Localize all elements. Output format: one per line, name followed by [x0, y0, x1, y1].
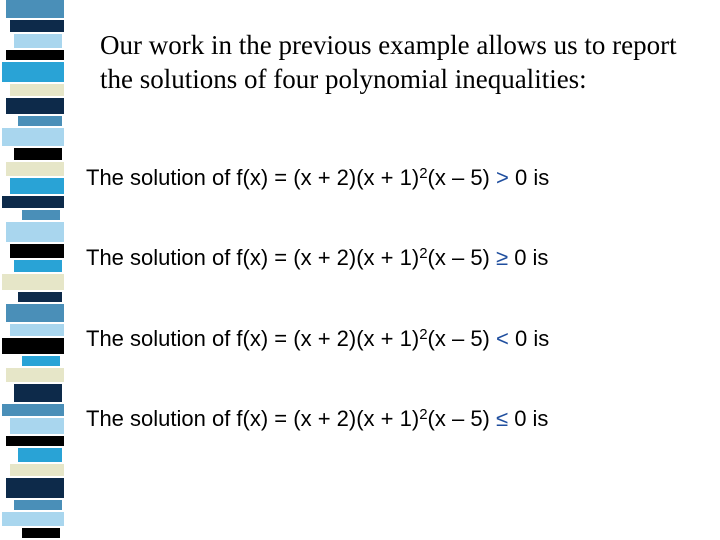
- stripe-block: [6, 98, 64, 114]
- stripe-block: [6, 436, 64, 446]
- stripe-block: [2, 404, 64, 416]
- stripe-block: [22, 356, 60, 366]
- stripe-block: [6, 304, 64, 322]
- inequality-text-prefix: The solution of f(x) = (x + 2)(x + 1): [86, 406, 420, 431]
- inequality-text-suffix: 0 is: [508, 245, 549, 270]
- stripe-block: [14, 384, 62, 402]
- inequality-text-factor: (x – 5): [427, 165, 496, 190]
- inequality-text-suffix: 0 is: [508, 165, 550, 190]
- stripe-block: [10, 324, 64, 336]
- inequality-line-2: [86, 244, 706, 272]
- exponent: 2: [419, 326, 428, 343]
- stripe-block: [18, 448, 62, 462]
- stripe-block: [14, 148, 62, 160]
- stripe-block: [18, 116, 62, 126]
- inequality-line-3: [86, 325, 706, 353]
- inequality-text-factor: (x – 5): [427, 406, 496, 431]
- stripe-block: [10, 418, 64, 434]
- stripe-block: [10, 464, 64, 476]
- stripe-block: [2, 62, 64, 82]
- inequality-line-1: [86, 164, 706, 192]
- stripe-block: [18, 292, 62, 302]
- stripe-block: [6, 50, 64, 60]
- exponent: 2: [419, 245, 428, 262]
- stripe-block: [22, 210, 60, 220]
- stripe-block: [14, 500, 62, 510]
- decorative-stripe: [0, 0, 68, 540]
- stripe-block: [2, 274, 64, 290]
- stripe-block: [2, 512, 64, 526]
- stripe-block: [6, 368, 64, 382]
- slide-title: Our work in the previous example allows us to report the solutions of four polynomial inequalities:: [100, 30, 677, 94]
- inequality-text-prefix: The solution of f(x) = (x + 2)(x + 1): [86, 165, 420, 190]
- stripe-block: [6, 222, 64, 242]
- stripe-block: [10, 84, 64, 96]
- stripe-block: [14, 34, 62, 48]
- inequality-text-factor: (x – 5): [427, 245, 496, 270]
- stripe-block: [2, 128, 64, 146]
- inequality-text-factor: (x – 5): [427, 326, 496, 351]
- inequality-text-suffix: 0 is: [508, 326, 550, 351]
- stripe-block: [22, 528, 60, 538]
- inequality-line-4: [86, 405, 706, 433]
- inequality-text-suffix: 0 is: [508, 406, 549, 431]
- inequality-operator: ≤: [496, 406, 509, 431]
- inequality-operator: >: [496, 165, 509, 190]
- inequality-text-prefix: The solution of f(x) = (x + 2)(x + 1): [86, 326, 420, 351]
- stripe-block: [14, 260, 62, 272]
- stripe-block: [10, 244, 64, 258]
- stripe-block: [6, 478, 64, 498]
- stripe-block: [10, 20, 64, 32]
- exponent: 2: [419, 165, 428, 182]
- stripe-block: [6, 0, 64, 18]
- stripe-block: [10, 178, 64, 194]
- stripe-block: [6, 162, 64, 176]
- stripe-block: [2, 196, 64, 208]
- stripe-block: [2, 338, 64, 354]
- exponent: 2: [419, 406, 428, 423]
- inequality-operator: <: [496, 326, 509, 351]
- inequality-text-prefix: The solution of f(x) = (x + 2)(x + 1): [86, 245, 420, 270]
- inequality-operator: ≥: [496, 245, 509, 270]
